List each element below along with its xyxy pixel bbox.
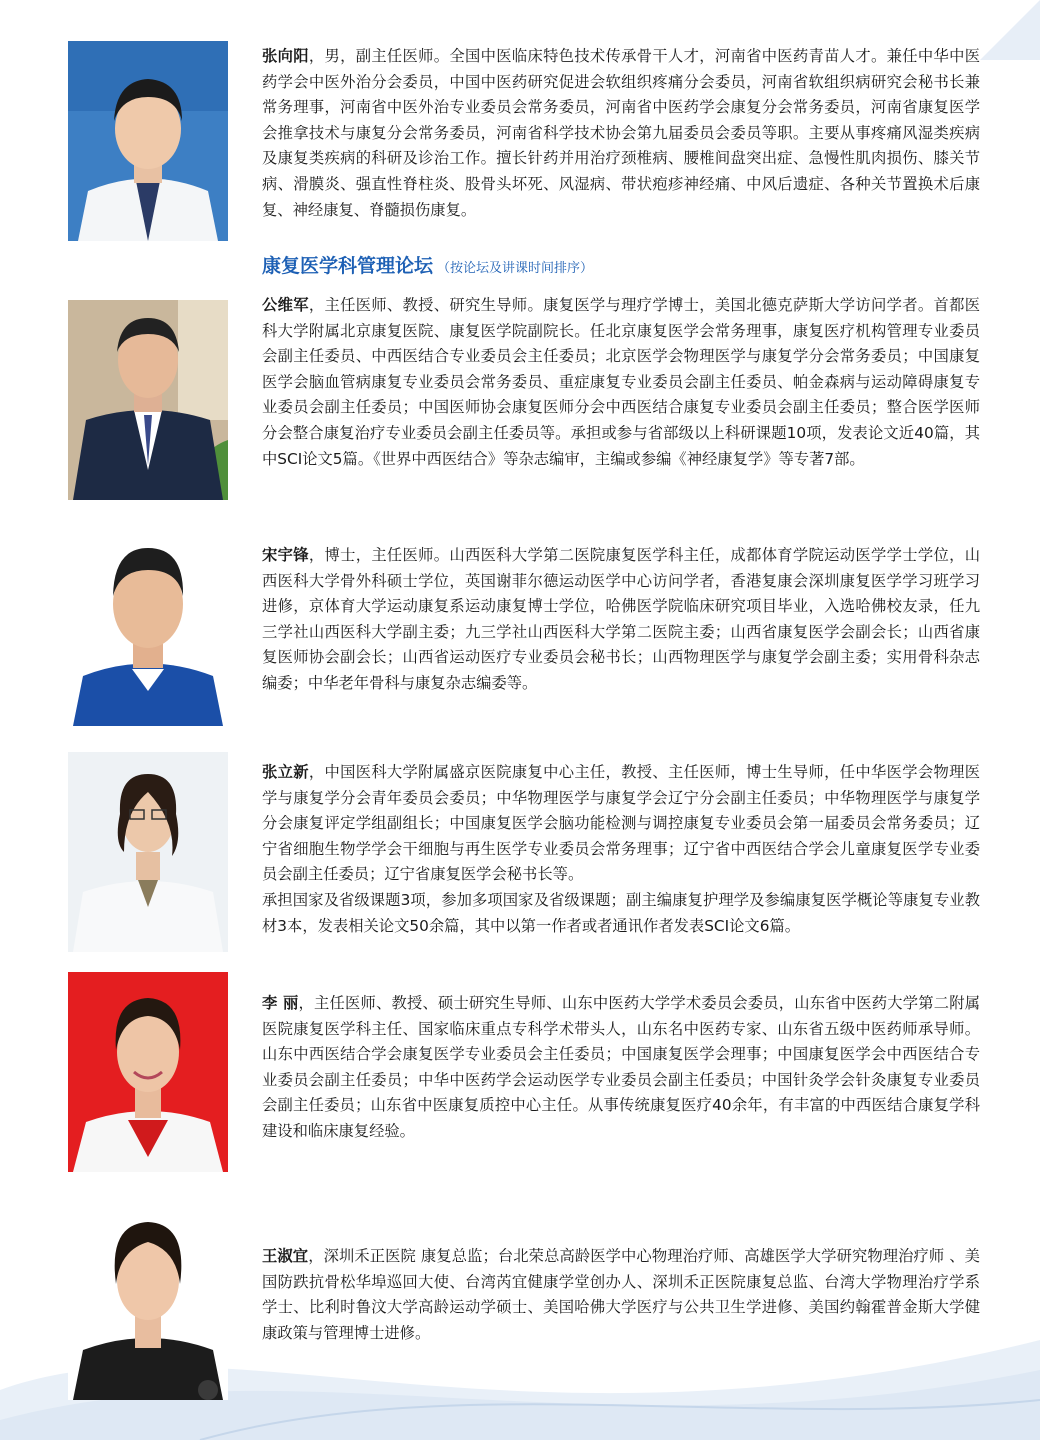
bio-text [262,991,980,1145]
doctor-name: 张向阳 [262,47,309,65]
section-title-note: （按论坛及讲课时间排序） [437,261,594,276]
bio-content: ，博士，主任医师。山西医科大学第二医院康复医学科主任，成都体育学院运动医学学士学位，山西医科大学骨外科硕士学位，英国谢菲尔德运动医学中心访问学者，香港复康会深圳康复医学学习班学习进修，京体育大学运动康复系运动康复博士学位，哈佛医学院临床研究项目毕业，入选哈佛校友录，任九三学社山西医科大学副主委；九三学社山西医科大学第二医院主委；山西省康复医学会副会长；山西省康复医师协会副会长；山西省运动医疗专业委员会秘书长；山西物理医学与康复学会副主委；实用骨科杂志编委；中华老年骨科与康复杂志编委等。 [262,546,980,692]
portrait-photo [68,752,228,952]
section-title-text: 康复医学科管理论坛 [262,255,434,277]
bio-content: ，主任医师、教授、研究生导师。康复医学与理疗学博士，美国北德克萨斯大学访问学者。首都医科大学附属北京康复医院、康复医学院副院长。任北京康复医学会常务理事，康复医疗机构管理专业委员会副主任委员、中西医结合专业委员会主任委员；北京医学会物理医学与康复学分会常务委员；中国康复医学会脑血管病康复专业委员会常务委员、重症康复专业委员会副主任委员、帕金森病与运动障碍康复专业委员会副主任委员；中国医师协会康复医师分会中西医结合康复专业委员会副主任委员；整合医学医师分会整合康复治疗专业委员会副主任委员等。承担或参与省部级以上科研课题10项，发表论文近40篇，其中SCI论文5篇。《世界中西医结合》等杂志编审，主编或参编《神经康复学》等专著7部。 [262,296,980,468]
doctor-name: 宋宇锋 [262,546,309,564]
portrait-photo [68,972,228,1172]
bio-content-2: 承担国家及省级课题3项，参加多项国家及省级课题；副主编康复护理学及参编康复医学概论等康复专业教材3本，发表相关论文50余篇，其中以第一作者或者通讯作者发表SCI论文6篇。 [262,890,980,935]
bio-text [262,44,980,223]
doctor-name: 张立新 [262,763,309,781]
corner-decoration [970,0,1040,60]
doctor-name: 公维军 [262,296,309,314]
bio-text [262,1244,980,1346]
bio-text [262,293,980,472]
doctor-name: 李 丽 [262,994,299,1012]
bio-content: ，中国医科大学附属盛京医院康复中心主任，教授、主任医师，博士生导师，任中华医学会物理医学与康复学分会青年委员会委员；中华物理医学与康复学会辽宁分会副主任委员；中华物理医学与康复学分会康复评定学组副组长；中国康复医学会脑功能检测与调控康复专业委员会第一届委员会常务委员；辽宁省细胞生物学学会干细胞与再生医学专业委员会常务理事；辽宁省中西医结合学会儿童康复医学专业委员会副主任委员；辽宁省康复医学会秘书长等。 [262,763,980,884]
portrait-photo [68,526,228,726]
portrait-photo [68,1200,228,1400]
section-title [262,251,593,278]
bio-text [262,543,980,697]
bio-content: ，男，副主任医师。全国中医临床特色技术传承骨干人才，河南省中医药青苗人才。兼任中华中医药学会中医外治分会委员，中国中医药研究促进会软组织疼痛分会委员，河南省软组织病研究会秘书长兼常务理事，河南省中医外治专业委员会常务委员，河南省中医药学会康复分会常务委员，河南省康复医学会推拿技术与康复分会常务委员，河南省科学技术协会第九届委员会委员等职。主要从事疼痛风湿类疾病及康复类疾病的科研及诊治工作。擅长针药并用治疗颈椎病、腰椎间盘突出症、急慢性肌肉损伤、膝关节病、滑膜炎、强直性脊柱炎、股骨头坏死、风湿病、带状疱疹神经痛、中风后遗症、各种关节置换术后康复、神经康复、脊髓损伤康复。 [262,47,980,219]
bio-content: ，主任医师、教授、硕士研究生导师、山东中医药大学学术委员会委员，山东省中医药大学第二附属医院康复医学科主任、国家临床重点专科学术带头人，山东名中医药专家、山东省五级中医药师承导师。山东中西医结合学会康复医学专业委员会主任委员；中国康复医学会理事；中国康复医学会中西医结合专业委员会副主任委员；中华中医药学会运动医学专业委员会副主任委员；中国针灸学会针灸康复专业委员会副主任委员；山东省中医康复质控中心主任。从事传统康复医疗40余年，有丰富的中西医结合康复学科建设和临床康复经验。 [262,994,980,1140]
bio-content: ，深圳禾正医院 康复总监；台北荣总高龄医学中心物理治疗师、高雄医学大学研究物理治疗师 、美国防跌抗骨松华埠巡回大使、台湾芮宜健康学堂创办人、深圳禾正医院康复总监、台湾大学物理治疗学系学士、比利时鲁汶大学高龄运动学硕士、美国哈佛大学医疗与公共卫生学进修、美国约翰霍普金斯大学健康政策与管理博士进修。 [262,1247,980,1342]
portrait-photo [68,300,228,500]
doctor-name: 王淑宜 [262,1247,309,1265]
bio-text [262,760,980,939]
portrait-photo [68,41,228,241]
